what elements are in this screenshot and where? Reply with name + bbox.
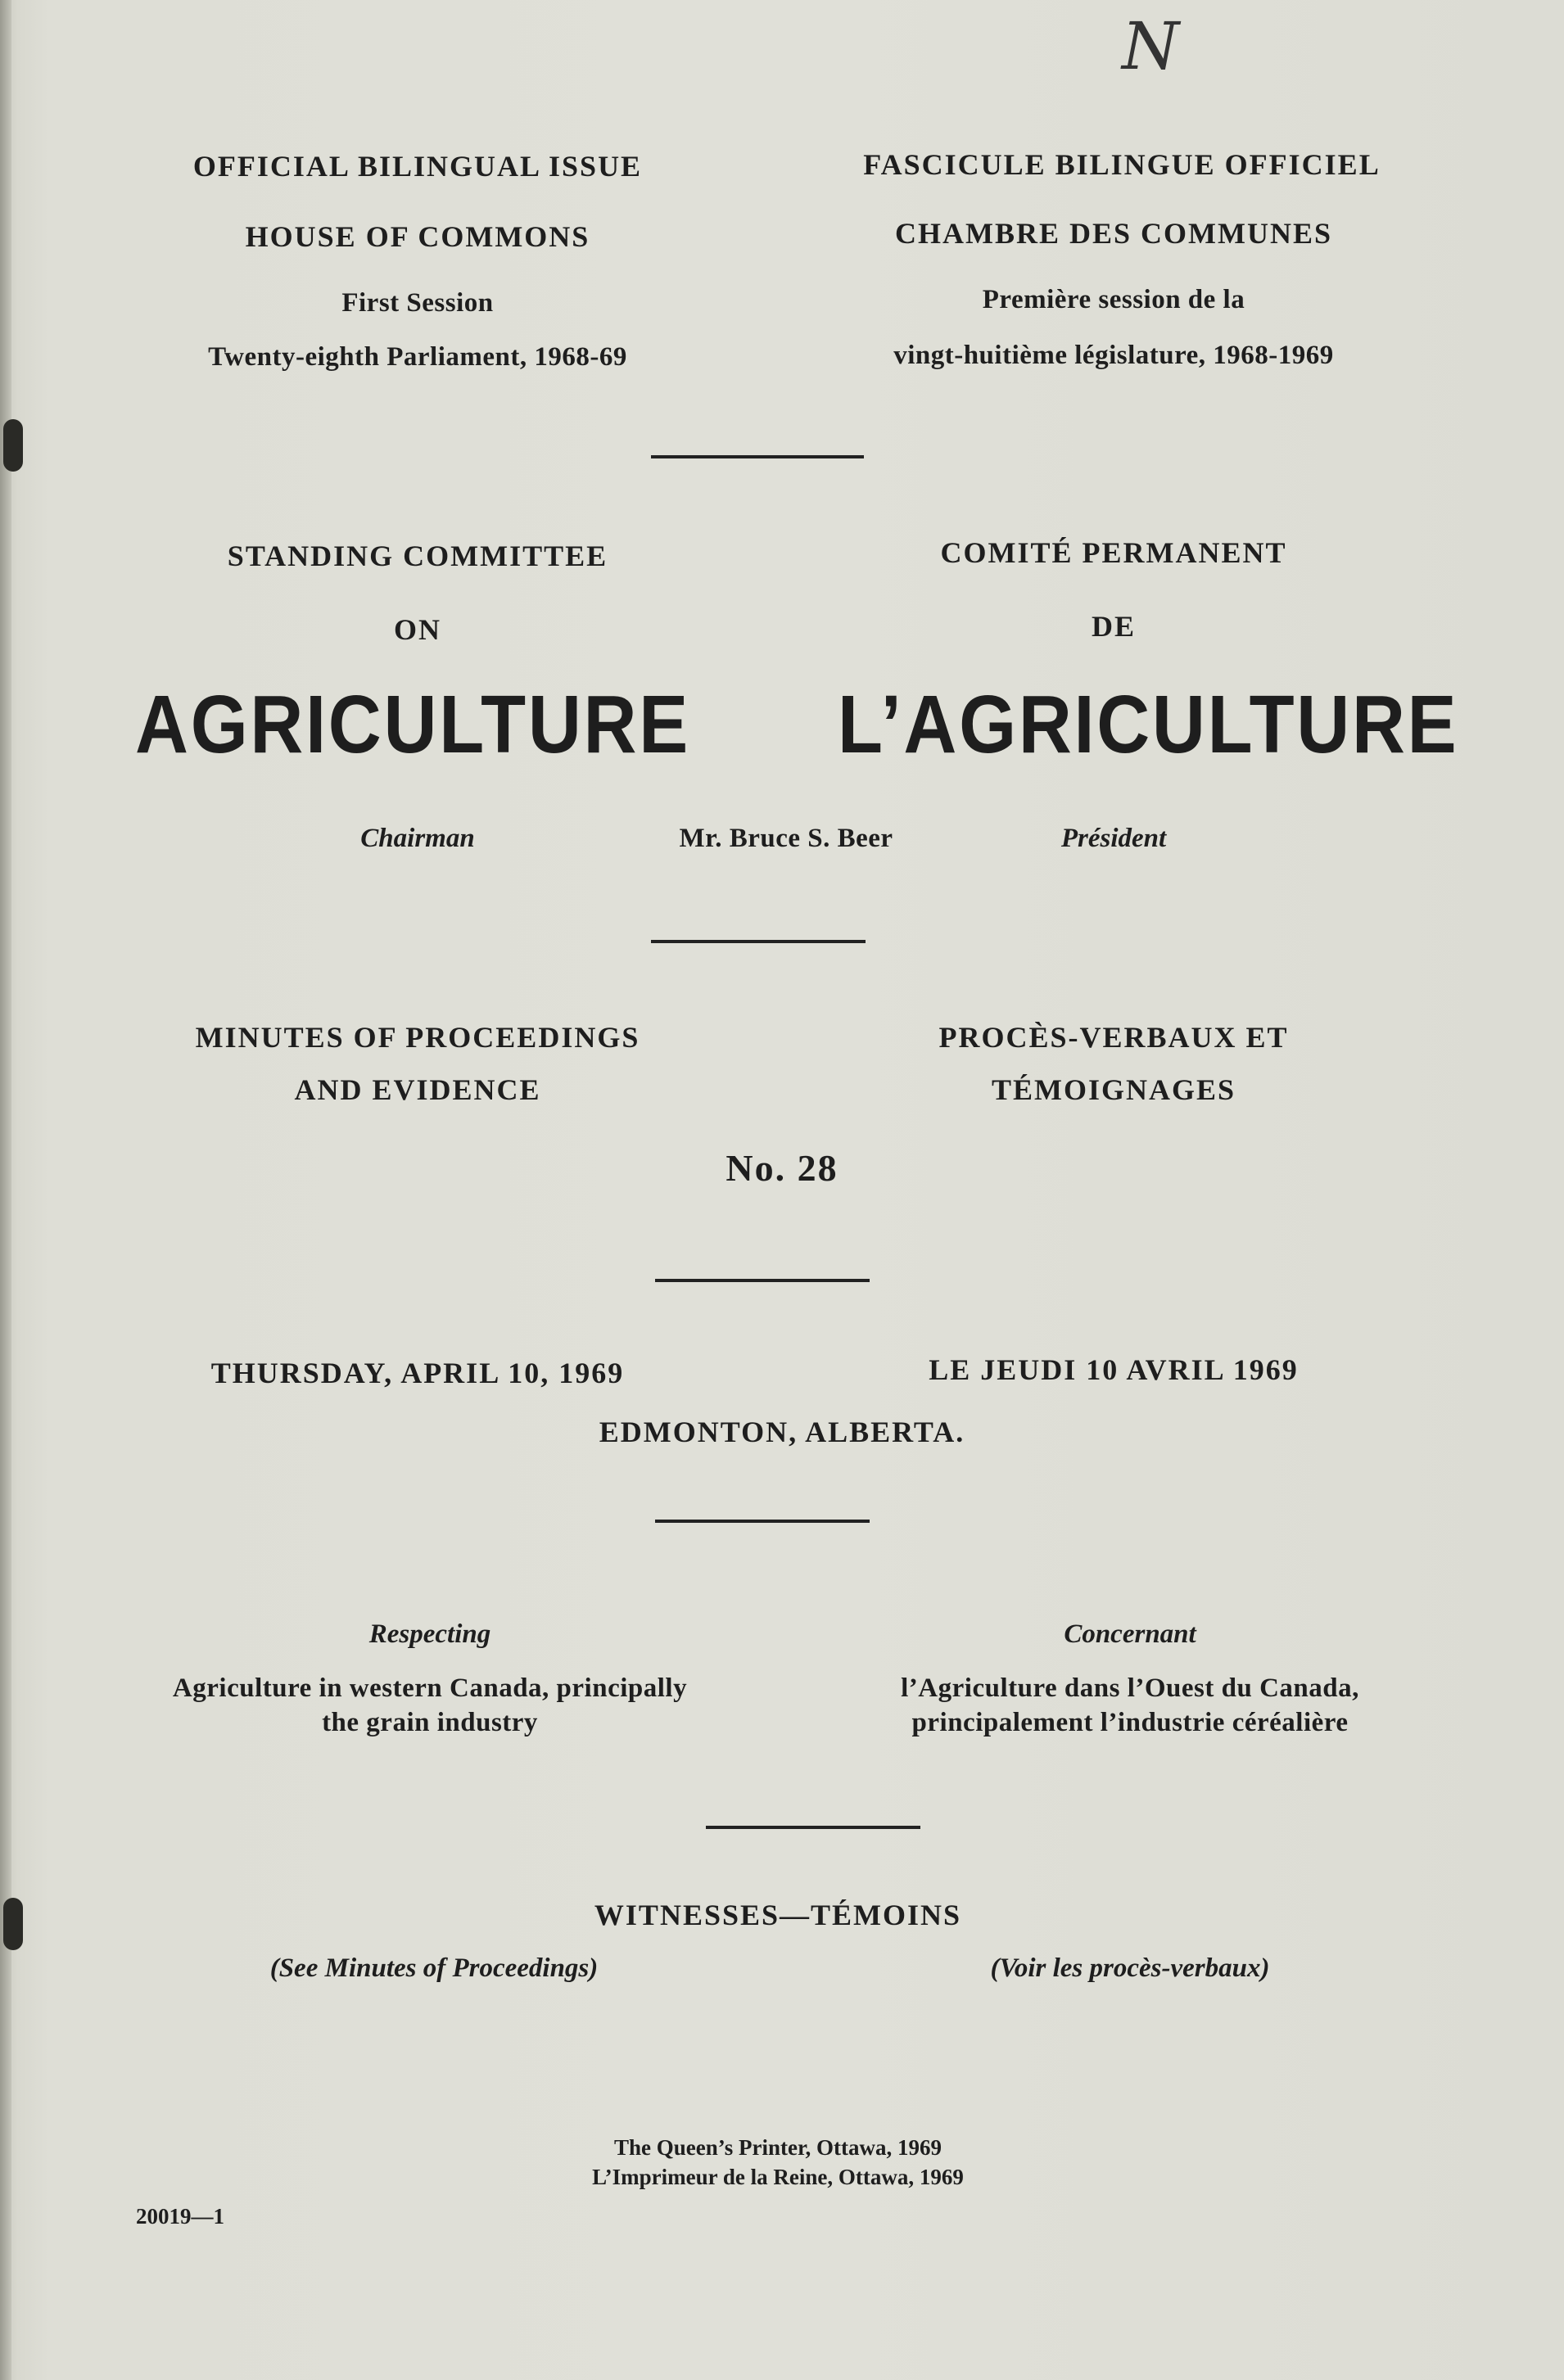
divider-rule xyxy=(655,1520,870,1523)
printer-fr: L’Imprimeur de la Reine, Ottawa, 1969 xyxy=(592,2165,964,2189)
president-label: Président xyxy=(1060,824,1167,853)
witnesses-heading: WITNESSES—TÉMOINS xyxy=(594,1899,962,1931)
witnesses-note-en: (See Minutes of Proceedings) xyxy=(269,1953,599,1983)
committee-name-en: AGRICULTURE xyxy=(135,679,690,770)
concernant-label: Concernant xyxy=(1064,1619,1196,1649)
subject-fr-line2: principalement l’industrie céréalière xyxy=(911,1708,1349,1737)
divider-rule xyxy=(651,455,864,458)
date-fr: LE JEUDI 10 AVRIL 1969 xyxy=(929,1353,1299,1386)
witnesses-note-fr: (Voir les procès-verbaux) xyxy=(990,1953,1270,1983)
parliament-right: vingt-huitième législature, 1968-1969 xyxy=(893,341,1334,370)
binding-edge xyxy=(0,0,11,2380)
parliament-left: Twenty-eighth Parliament, 1968-69 xyxy=(208,342,627,372)
comite-de: DE xyxy=(1091,610,1136,643)
subject-en-line2: the grain industry xyxy=(322,1708,538,1737)
chambre-des-communes: CHAMBRE DES COMMUNES xyxy=(894,217,1332,250)
binder-hole-bottom xyxy=(3,1898,23,1950)
divider-rule xyxy=(706,1826,920,1829)
session-right: Première session de la xyxy=(982,285,1245,314)
standing-committee: STANDING COMMITTEE xyxy=(227,540,608,572)
document-code: 20019—1 xyxy=(136,2204,224,2229)
official-issue-title: OFFICIAL BILINGUAL ISSUE xyxy=(192,150,643,183)
temoignages: TÉMOIGNAGES xyxy=(991,1073,1236,1106)
divider-rule xyxy=(651,940,866,943)
session-left: First Session xyxy=(341,288,494,318)
chairman-label: Chairman xyxy=(360,824,475,853)
date-en: THURSDAY, APRIL 10, 1969 xyxy=(210,1357,625,1389)
chairman-name: Mr. Bruce S. Beer xyxy=(679,824,893,853)
subject-fr-line1: l’Agriculture dans l’Ouest du Canada, xyxy=(901,1673,1359,1703)
printer-en: The Queen’s Printer, Ottawa, 1969 xyxy=(614,2135,942,2160)
binder-hole-top xyxy=(3,419,23,472)
and-evidence: AND EVIDENCE xyxy=(294,1073,541,1106)
subject-en-line1: Agriculture in western Canada, principally xyxy=(172,1673,688,1703)
issue-number: No. 28 xyxy=(725,1147,839,1189)
respecting-label: Respecting xyxy=(368,1619,491,1649)
comite-permanent: COMITÉ PERMANENT xyxy=(940,536,1287,569)
fascicule-title: FASCICULE BILINGUE OFFICIEL xyxy=(863,148,1381,181)
divider-rule xyxy=(655,1279,870,1282)
location: EDMONTON, ALBERTA. xyxy=(599,1416,965,1448)
handwritten-mark: N xyxy=(1122,8,1179,84)
house-of-commons: HOUSE OF COMMONS xyxy=(245,220,590,253)
committee-name-fr: L’AGRICULTURE xyxy=(838,679,1459,770)
committee-on: ON xyxy=(394,613,441,646)
proces-verbaux: PROCÈS-VERBAUX ET xyxy=(938,1021,1289,1054)
minutes-of-proceedings: MINUTES OF PROCEEDINGS xyxy=(195,1021,640,1054)
